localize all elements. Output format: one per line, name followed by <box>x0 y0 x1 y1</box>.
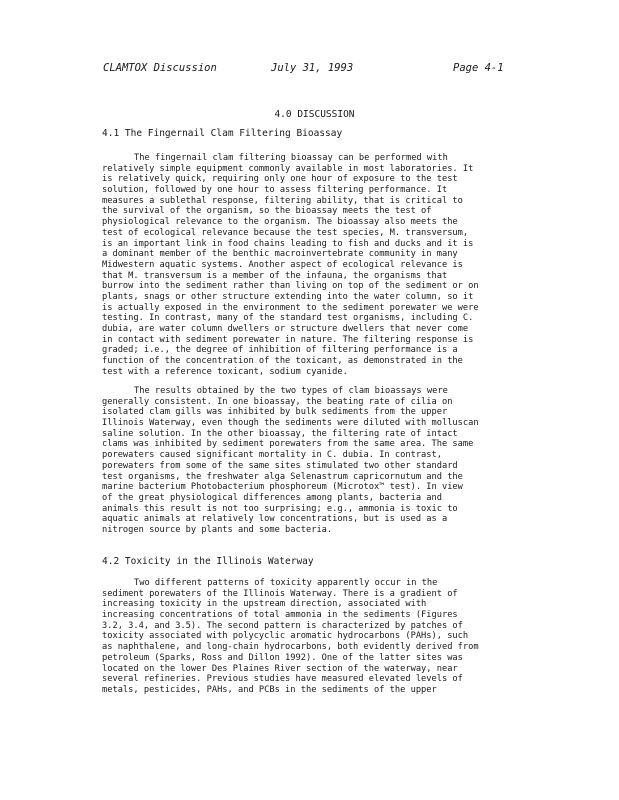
subsection-heading-4-2: 4.2 Toxicity in the Illinois Waterway <box>102 556 314 567</box>
text-line: that M. transversum is a member of the infauna, the organisms that <box>102 270 448 281</box>
text-line: metals, pesticides, PAHs, and PCBs in the sediments of the upper <box>102 684 437 695</box>
text-line: testing. In contrast, many of the standard test organisms, including C. <box>102 313 474 324</box>
text-line: physiological relevance to the organism. The bioassay also meets the <box>102 217 458 228</box>
text-line: measures a sublethal response, filtering ability, that is critical to <box>102 195 463 206</box>
text-line: a dominant member of the benthic macroinvertebrate community in many <box>102 249 458 260</box>
paragraph-bioassay-results <box>102 386 522 536</box>
text-line: nitrogen source by plants and some bacteria. <box>102 524 333 535</box>
text-line: dubia, are water column dwellers or structure dwellers that never come <box>102 324 469 334</box>
text-line: clams was inhibited by sediment porewaters from the same area. The same <box>102 439 474 450</box>
paragraph-clam-bioassay <box>102 153 522 377</box>
text-line: is actually exposed in the environment to the sediment porewater we were <box>102 302 479 313</box>
text-line: test of ecological relevance because the test species, M. transversum, <box>102 227 469 238</box>
text-line: Midwestern aquatic systems. Another aspect of ecological relevance is <box>102 259 463 270</box>
text-line: function of the concentration of the toxicant, as demonstrated in the <box>102 356 463 367</box>
text-line: located on the lower Des Plaines River section of the waterway, near <box>102 663 458 674</box>
text-line: relatively simple equipment commonly available in most laboratories. It <box>102 163 474 174</box>
text-line: petroleum (Sparks, Ross and Dillon 1992). One of the latter sites was <box>102 652 463 663</box>
text-line: increasing concentrations of total ammonia in the sediments (Figures <box>102 610 458 621</box>
running-header-date: July 31, 1993 <box>271 62 354 74</box>
text-line: of the great physiological differences among plants, bacteria and <box>102 492 442 503</box>
text-line: test organisms, the freshwater alga Selenastrum capricornutum and the <box>102 471 463 482</box>
text-line: the survival of the organism, so the bioassay meets the test of <box>102 206 432 217</box>
text-line: toxicity associated with polycyclic aromatic hydrocarbons (PAHs), such <box>102 631 469 642</box>
text-line: marine bacterium Photobacterium phosphoreum (Microtox™ test). In view <box>102 482 463 493</box>
text-line: sediment porewaters of the Illinois Waterway. There is a gradient of <box>102 588 458 599</box>
text-line: Two different patterns of toxicity apparently occur in the <box>134 578 438 588</box>
text-line: animals this result is not too surprising; e.g., ammonia is toxic to <box>102 503 458 514</box>
running-header-title: CLAMTOX Discussion <box>103 62 217 74</box>
text-line: generally consistent. In one bioassay, the beating rate of cilia on <box>102 396 453 407</box>
text-line: as naphthalene, and long-chain hydrocarbons, both evidently derived from <box>102 642 479 653</box>
text-line: in contact with sediment porewater in nature. The filtering response is <box>102 334 474 345</box>
text-line: test with a reference toxicant, sodium cyanide. <box>102 366 348 377</box>
text-line: burrow into the sediment rather than living on top of the sediment or on <box>102 281 479 292</box>
text-line: porewaters caused significant mortality in C. dubia. In contrast, <box>102 450 442 461</box>
text-line: plants, snags or other structure extending into the water column, so it <box>102 291 474 302</box>
text-line: isolated clam gills was inhibited by bulk sediments from the upper <box>102 407 448 418</box>
text-line: is an important link in food chains leading to fish and ducks and it is <box>102 238 474 249</box>
text-line: is relatively quick, requiring only one hour of exposure to the test <box>102 174 458 185</box>
text-line: solution, followed by one hour to assess filtering performance. It <box>102 185 448 196</box>
text-line: increasing toxicity in the upstream direction, associated with <box>102 599 427 610</box>
text-line: several refineries. Previous studies have measured elevated levels of <box>102 674 463 685</box>
paragraph-toxicity-patterns <box>102 578 522 696</box>
page-number: Page 4-1 <box>453 62 504 74</box>
text-line: saline solution. In the other bioassay, the filtering rate of intact <box>102 428 458 439</box>
text-line: The fingernail clam filtering bioassay can be performed with <box>134 153 448 163</box>
text-line: 3.2, 3.4, and 3.5). The second pattern is characterized by patches of <box>102 620 463 631</box>
text-line: graded; i.e., the degree of inhibition of filtering performance is a <box>102 345 458 356</box>
text-line: The results obtained by the two types of clam bioassays were <box>134 386 448 396</box>
subsection-heading-4-1: 4.1 The Fingernail Clam Filtering Bioassay <box>102 128 343 139</box>
text-line: porewaters from some of the same sites stimulated two other standard <box>102 460 458 471</box>
text-line: Illinois Waterway, even though the sediments were diluted with molluscan <box>102 418 479 429</box>
text-line: aquatic animals at relatively low concentrations, but is used as a <box>102 514 448 525</box>
section-title: 4.0 DISCUSSION <box>274 109 355 120</box>
